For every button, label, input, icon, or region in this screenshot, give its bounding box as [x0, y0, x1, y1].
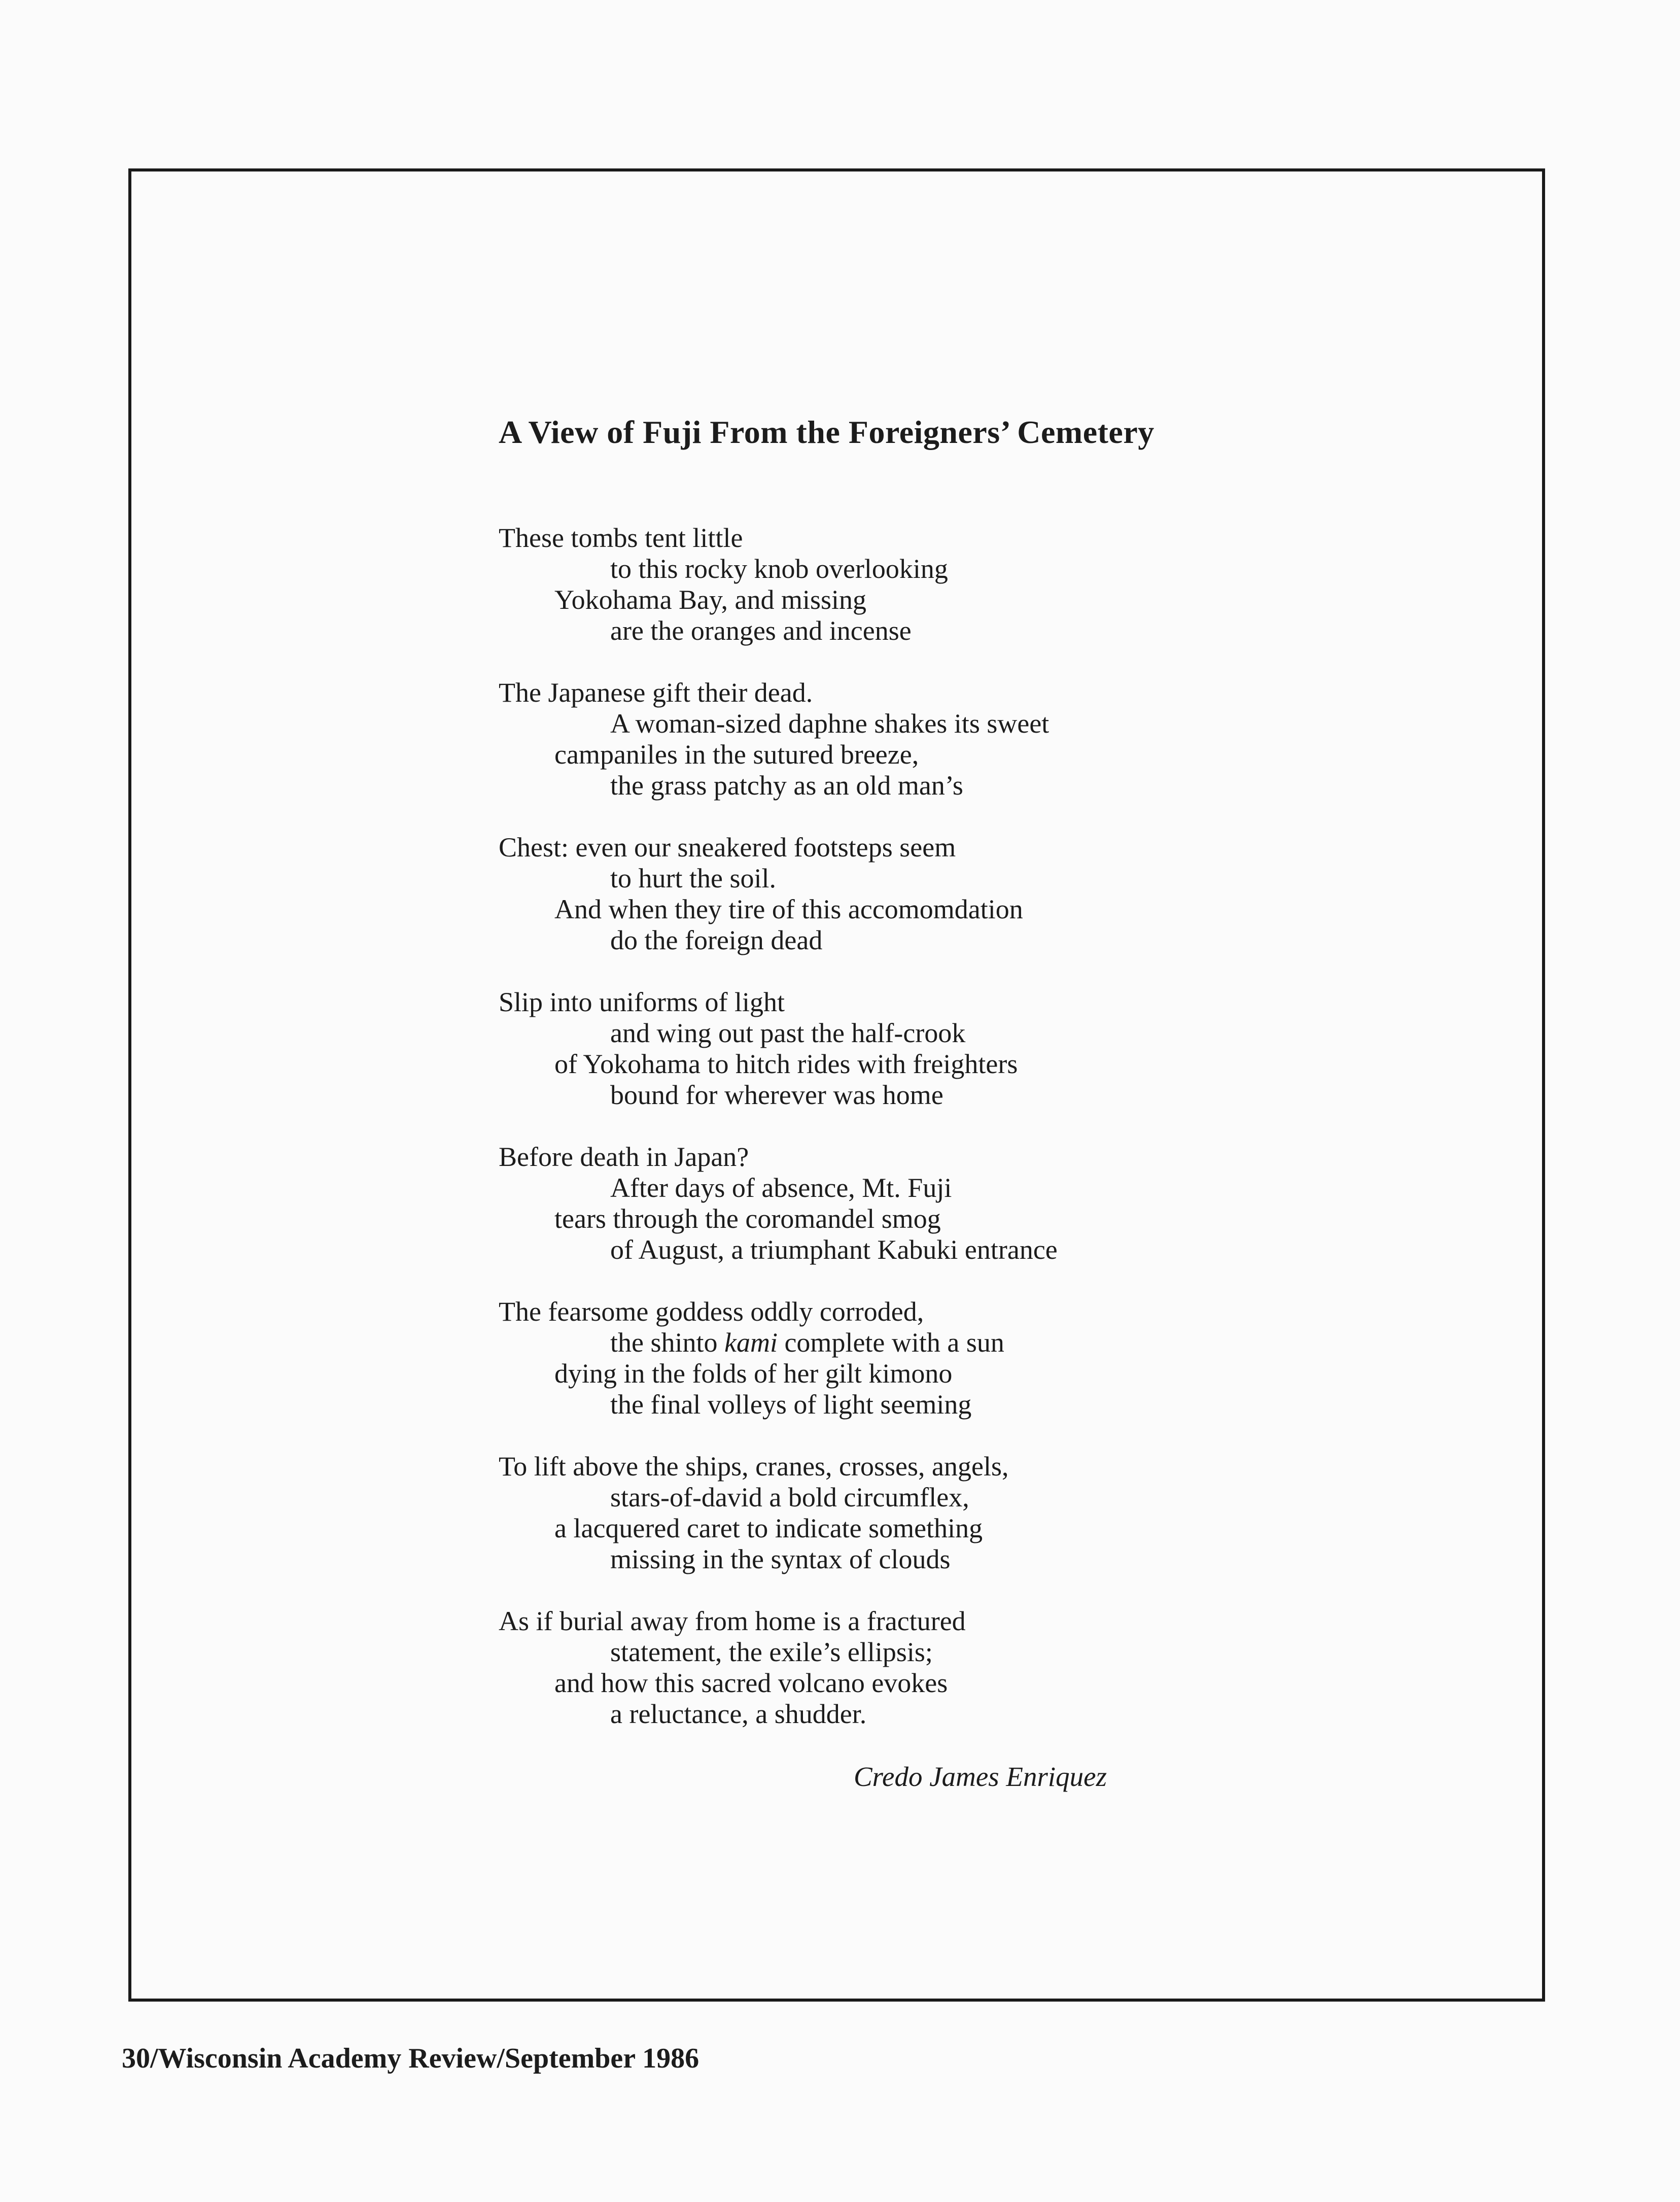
- poem-stanza: [499, 523, 1259, 646]
- poem-line: These tombs tent little: [499, 523, 743, 553]
- poem-line: dying in the folds of her gilt kimono: [554, 1358, 953, 1389]
- poem-line: A woman-sized daphne shakes its sweet: [610, 708, 1049, 739]
- poem-line: bound for wherever was home: [610, 1080, 943, 1110]
- poem-line: After days of absence, Mt. Fuji: [610, 1173, 952, 1203]
- poem-line: and how this sacred volcano evokes: [554, 1668, 948, 1698]
- poem-line: do the foreign dead: [610, 925, 823, 955]
- poem-line: of Yokohama to hitch rides with freighters: [554, 1049, 1018, 1079]
- poem-stanza: [499, 1142, 1259, 1265]
- poem-stanza: [499, 1451, 1259, 1575]
- poem-line: tears through the coromandel smog: [554, 1203, 941, 1234]
- poem-line: Chest: even our sneakered footsteps seem: [499, 832, 956, 863]
- poem-stanza: [499, 832, 1259, 956]
- poem-line: Yokohama Bay, and missing: [554, 584, 867, 615]
- poem-body: [499, 523, 1259, 1761]
- poem-line-emphasis: kami: [724, 1327, 778, 1358]
- poem-line: are the oranges and incense: [610, 615, 912, 646]
- poem-line: statement, the exile’s ellipsis;: [610, 1637, 933, 1667]
- poem-line: the grass patchy as an old man’s: [610, 770, 963, 801]
- poem-author: Credo James Enriquez: [854, 1761, 1107, 1792]
- poem-line: As if burial away from home is a fractured: [499, 1606, 966, 1636]
- page-footer: 30/Wisconsin Academy Review/September 1986: [122, 2043, 699, 2074]
- poem-line: and wing out past the half-crook: [610, 1018, 966, 1048]
- poem-line: stars-of-david a bold circumflex,: [610, 1482, 969, 1512]
- poem-line: of August, a triumphant Kabuki entrance: [610, 1234, 1058, 1265]
- poem-title: A View of Fuji From the Foreigners’ Cemetery: [499, 414, 1154, 450]
- poem-line: To lift above the ships, cranes, crosses, angels,: [499, 1451, 1009, 1482]
- poem-line: the final volleys of light seeming: [610, 1389, 972, 1420]
- poem-stanza: [499, 987, 1259, 1111]
- poem-line: And when they tire of this accomomdation: [554, 894, 1023, 924]
- poem-line: a lacquered caret to indicate something: [554, 1513, 983, 1543]
- poem-line: to this rocky knob overlooking: [610, 554, 948, 584]
- poem-line: to hurt the soil.: [610, 863, 776, 893]
- poem-stanza: [499, 1606, 1259, 1730]
- poem-line: a reluctance, a shudder.: [610, 1699, 867, 1729]
- poem-line: missing in the syntax of clouds: [610, 1544, 951, 1574]
- poem-stanza: [499, 1296, 1259, 1420]
- poem-line: Before death in Japan?: [499, 1142, 749, 1172]
- poem-stanza: [499, 677, 1259, 801]
- poem-line: [499, 1327, 1259, 1358]
- poem-line: The Japanese gift their dead.: [499, 677, 813, 708]
- poem-line: Slip into uniforms of light: [499, 987, 785, 1017]
- poem-line-text: the shinto: [610, 1327, 724, 1358]
- poem-line: The fearsome goddess oddly corroded,: [499, 1296, 924, 1327]
- poem-line: campaniles in the sutured breeze,: [554, 739, 919, 770]
- poem-line-text: complete with a sun: [777, 1327, 1004, 1358]
